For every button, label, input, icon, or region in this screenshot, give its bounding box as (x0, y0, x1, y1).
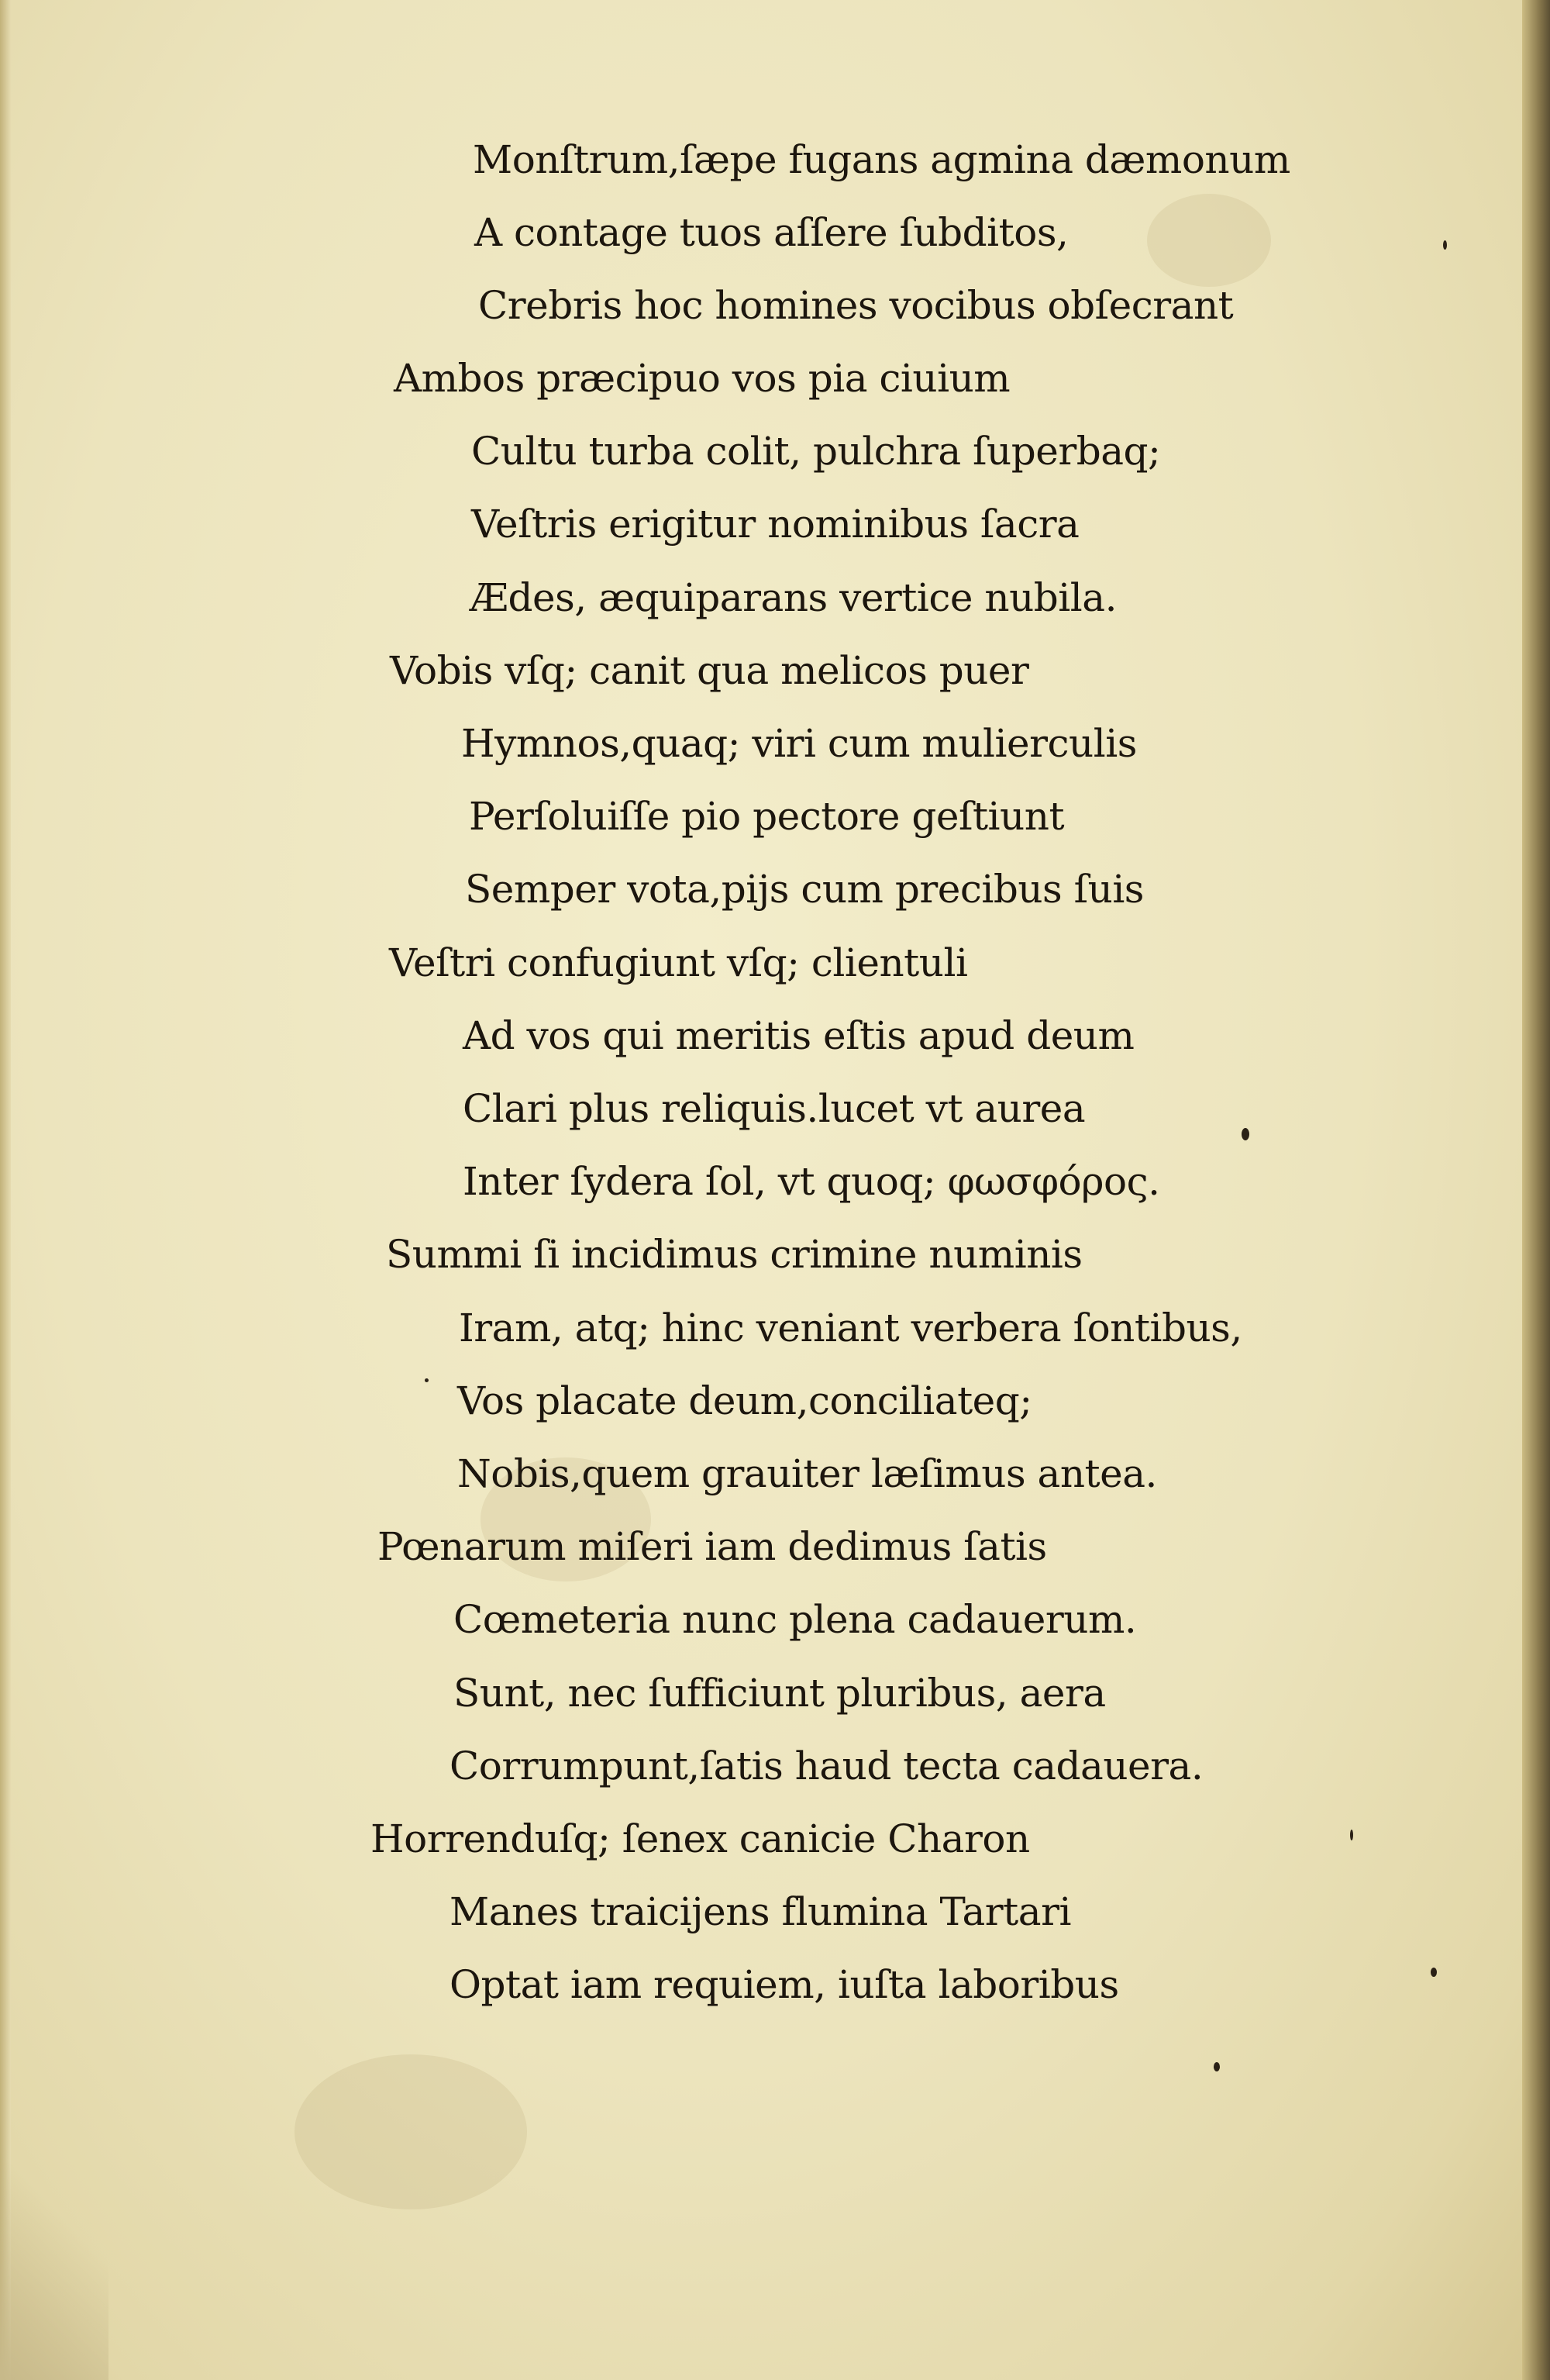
verse-line: Crebris hoc homines vocibus obſecrant (478, 283, 1234, 328)
verse-line: Cultu turba colit, pulchra ſuperbaq; (471, 429, 1161, 474)
verse-line: Manes traicijens flumina Tartari (450, 1889, 1071, 1934)
verse-line: Veſtri confugiunt vſq; clientuli (389, 940, 968, 985)
verse-line: Ambos præcipuo vos pia ciuium (394, 356, 1011, 401)
verse-line: Ad vos qui meritis eſtis apud deum (463, 1013, 1135, 1058)
ink-speck (425, 1378, 429, 1382)
ink-speck (1214, 2062, 1220, 2071)
verse-line: Perſoluiſſe pio pectore geſtiunt (469, 794, 1065, 839)
verse-line: Semper vota,pijs cum precibus ſuis (465, 867, 1144, 912)
verse-line: Cœmeteria nunc plena cadauerum. (453, 1597, 1137, 1642)
ink-speck (1350, 1830, 1353, 1840)
verse-line: A contage tuos aſſere ſubditos, (474, 210, 1069, 255)
ink-speck (1431, 1968, 1437, 1977)
verse-line: Nobis,quem grauiter læſimus antea. (457, 1451, 1157, 1496)
verse-line: Sunt, nec ſufficiunt pluribus, aera (453, 1671, 1106, 1716)
verse-line: Summi ſi incidimus crimine numinis (386, 1232, 1083, 1277)
verse-line: Optat iam requiem, iuſta laboribus (450, 1962, 1119, 2007)
verse-line: Iram, atq; hinc veniant verbera ſontibus, (459, 1306, 1242, 1350)
ink-speck (1242, 1128, 1249, 1140)
verse-line: Clari plus reliquis.lucet vt aurea (463, 1086, 1086, 1131)
verse-line: Vos placate deum,conciliateq; (457, 1378, 1032, 1423)
verse-line: Corrumpunt,ſatis haud tecta cadauera. (450, 1744, 1204, 1788)
verse-line: Veſtris erigitur nominibus ſacra (471, 502, 1080, 547)
verse-line: Ædes, æquiparans vertice nubila. (470, 575, 1117, 620)
verse-line: Hymnos,quaq; viri cum mulierculis (461, 721, 1137, 766)
verse-line: Pœnarum miſeri iam dedimus ſatis (377, 1524, 1047, 1569)
verse-line: Horrenduſq; ſenex canicie Charon (370, 1816, 1030, 1861)
ink-speck (1443, 240, 1447, 250)
verse-line: Monſtrum,ſæpe fugans agmina dæmonum (473, 137, 1290, 182)
verse-line: Vobis vſq; canit qua melicos puer (390, 648, 1029, 693)
verse-line: Inter ſydera ſol, vt quoq; φωσφόρος. (463, 1159, 1160, 1204)
